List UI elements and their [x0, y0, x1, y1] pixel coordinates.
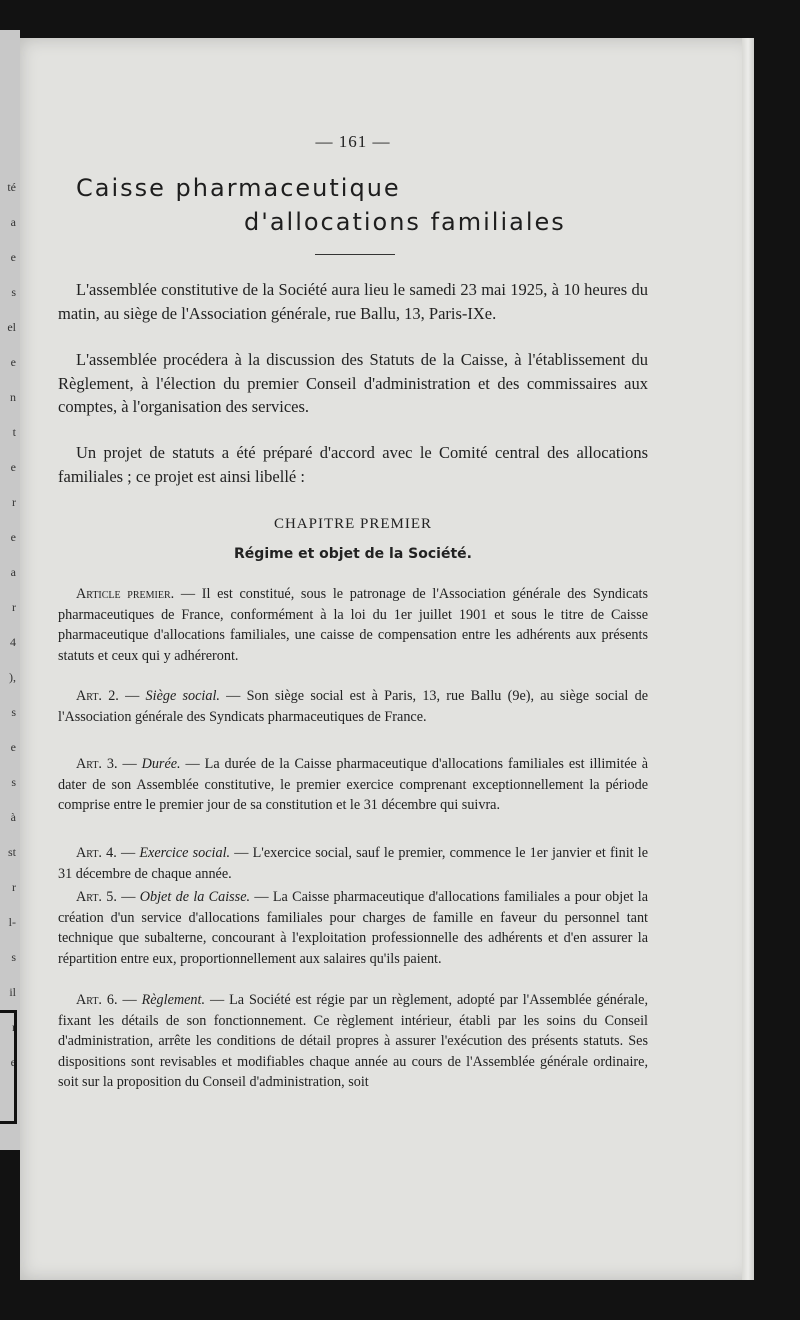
article-label: Art. 4.	[76, 845, 117, 861]
adjacent-page-fragment: a	[10, 565, 16, 579]
intro-paragraph-2: L'assemblée procédera à la discussion des Statuts de la Caisse, à l'établissement du Règlement, à l'élection du premier Conseil d'administration et des commissaires aux comptes, à l'organisation des services.	[58, 350, 648, 416]
adjacent-page-fragment: r	[12, 495, 16, 509]
adjacent-page-fragment: e	[10, 250, 16, 264]
article-4: Art. 4. — Exercice social. — L'exercice social, sauf le premier, commence le 1er janvier et finit le 31 décembre de chaque année.	[58, 845, 649, 882]
adjacent-page-fragment: e	[10, 740, 16, 754]
adjacent-page-fragment: té	[7, 180, 16, 194]
adjacent-page-fragment: s	[11, 285, 16, 299]
binding-bracket	[0, 1010, 17, 1124]
page-number: — 161 —	[315, 132, 391, 151]
article-heading: Règlement.	[141, 992, 206, 1008]
chapter-title: CHAPITRE PREMIER	[273, 516, 433, 532]
intro-paragraph-3: Un projet de statuts a été préparé d'accord avec le Comité central des allocations familiales ; ce projet est ainsi libellé :	[58, 443, 648, 486]
article-label: Article premier.	[76, 586, 175, 602]
article-label: Art. 6.	[76, 992, 118, 1008]
adjacent-page-fragment: r	[12, 600, 16, 614]
adjacent-page-fragment: r	[12, 1020, 16, 1034]
article-2: Art. 2. — Siège social. — Son siège social est à Paris, 13, rue Ballu (9e), au siège social de l'Association générale des Syndicats pharmaceutiques de France.	[58, 688, 648, 725]
adjacent-page-fragment: e	[10, 530, 16, 544]
adjacent-page-fragment: n	[10, 390, 16, 404]
article-label: Art. 2.	[76, 688, 119, 704]
article-heading: Objet de la Caisse.	[139, 889, 251, 905]
adjacent-page-fragment: s	[11, 775, 16, 789]
adjacent-page-fragment: s	[11, 950, 16, 964]
article-5: Art. 5. — Objet de la Caisse. — La Caisse pharmaceutique d'allocations familiales a pour objet la création d'un service d'allocations familiales pour charges de famille en faveur du personnel tant technique que subalterne, concourant à l'exploitation professionnelle des adhérents et d'en assurer la répartition entre eux, proportionnellement aux salaires qu'ils paient.	[58, 889, 648, 967]
article-heading: Siège social.	[145, 688, 220, 704]
article-text: Il est constitué, sous le patronage de l'Association générale des Syndicats pharmaceutiques de France, conformément à la loi du 1er juillet 1901 et sous le titre de Caisse pharmaceutique d'allocations familiales, une caisse de compensation entre les adhérents aux présents statuts et ceux qui y adhéreront.	[58, 586, 649, 664]
article-1: Article premier. — Il est constitué, sous le patronage de l'Association générale des Syndicats pharmaceutiques de France, conformément à la loi du 1er juillet 1901 et sous le titre de Caisse pharmaceutique d'allocations familiales, une caisse de compensation entre les adhérents aux présents statuts et ceux qui y adhéreront.	[58, 586, 649, 664]
page-edge	[742, 38, 754, 1280]
article-6: Art. 6. — Règlement. — La Société est régie par un règlement, adopté par l'Assemblée générale, fixant les détails de son fonctionnement. Ce règlement intérieur, établi par les soins du Conseil d'administration, arrête les conditions de détail propres à assurer l'exécution des présents statuts. Ses dispositions sont revisables et modifiables chaque année au cours de l'Assemblée générale ordinaire, soit sur la proposition du Conseil d'administration, soit	[58, 992, 649, 1090]
adjacent-page-fragment: à	[10, 810, 16, 824]
adjacent-page-edge	[0, 30, 20, 1150]
article-label: Art. 3.	[76, 756, 118, 772]
adjacent-page-fragment: e	[10, 460, 16, 474]
adjacent-page-fragment: e	[10, 1055, 16, 1069]
adjacent-page-fragment: ),	[9, 670, 16, 684]
adjacent-page-fragment: il	[9, 985, 16, 999]
article-text: Son siège social est à Paris, 13, rue Ballu (9e), au siège social de l'Association générale des Syndicats pharmaceutiques de France.	[58, 688, 648, 725]
adjacent-page-fragment: t	[12, 425, 16, 439]
article-text: La Caisse pharmaceutique d'allocations familiales a pour objet la création d'un service d'allocations familiales pour charges de famille en faveur du personnel tant technique que subalterne, concourant à l'exploitation professionnelle des adhérents et d'en assurer la répartition entre eux, proportionnellement aux salaires qu'ils paient.	[58, 889, 648, 967]
article-text: La Société est régie par un règlement, adopté par l'Assemblée générale, fixant les détails de son fonctionnement. Ce règlement intérieur, établi par les soins du Conseil d'administration, arrête les conditions de détail propres à assurer l'exécution des présents statuts. Ses dispositions sont revisables et modifiables chaque année au cours de l'Assemblée générale ordinaire, soit sur la proposition du Conseil d'administration, soit	[58, 992, 649, 1090]
article-text: La durée de la Caisse pharmaceutique d'allocations familiales est illimitée à dater de son Assemblée constitutive, le premier exercice comprenant exceptionnellement la période comprise entre le premier jour de sa constitution et le 31 décembre qui suivra.	[58, 756, 649, 813]
adjacent-page-fragment: 4	[10, 635, 16, 649]
title-line-2: d'allocations familiales	[244, 208, 566, 236]
article-heading: Durée.	[141, 756, 181, 772]
article-label: Art. 5.	[76, 889, 117, 905]
article-3: Art. 3. — Durée. — La durée de la Caisse pharmaceutique d'allocations familiales est illimitée à dater de son Assemblée constitutive, le premier exercice comprenant exceptionnellement la période comprise entre le premier jour de sa constitution et le 31 décembre qui suivra.	[58, 756, 649, 813]
document-page	[20, 38, 754, 1280]
adjacent-page-fragment: el	[7, 320, 16, 334]
adjacent-page-fragment: l-	[8, 915, 16, 929]
chapter-subtitle: Régime et objet de la Société.	[234, 546, 472, 562]
adjacent-page-fragment: e	[10, 355, 16, 369]
article-text: L'exercice social, sauf le premier, commence le 1er janvier et finit le 31 décembre de chaque année.	[58, 845, 649, 882]
article-heading: Exercice social.	[139, 845, 231, 861]
adjacent-page-fragment: s	[11, 705, 16, 719]
title-line-1: Caisse pharmaceutique	[76, 174, 401, 202]
intro-paragraph-1: L'assemblée constitutive de la Société aura lieu le samedi 23 mai 1925, à 10 heures du matin, au siège de l'Association générale, rue Ballu, 13, Paris-IXe.	[58, 280, 648, 323]
adjacent-page-fragment: r	[12, 880, 16, 894]
adjacent-page-fragment: st	[7, 845, 16, 859]
adjacent-page-fragment: a	[10, 215, 16, 229]
title-rule	[315, 254, 395, 255]
